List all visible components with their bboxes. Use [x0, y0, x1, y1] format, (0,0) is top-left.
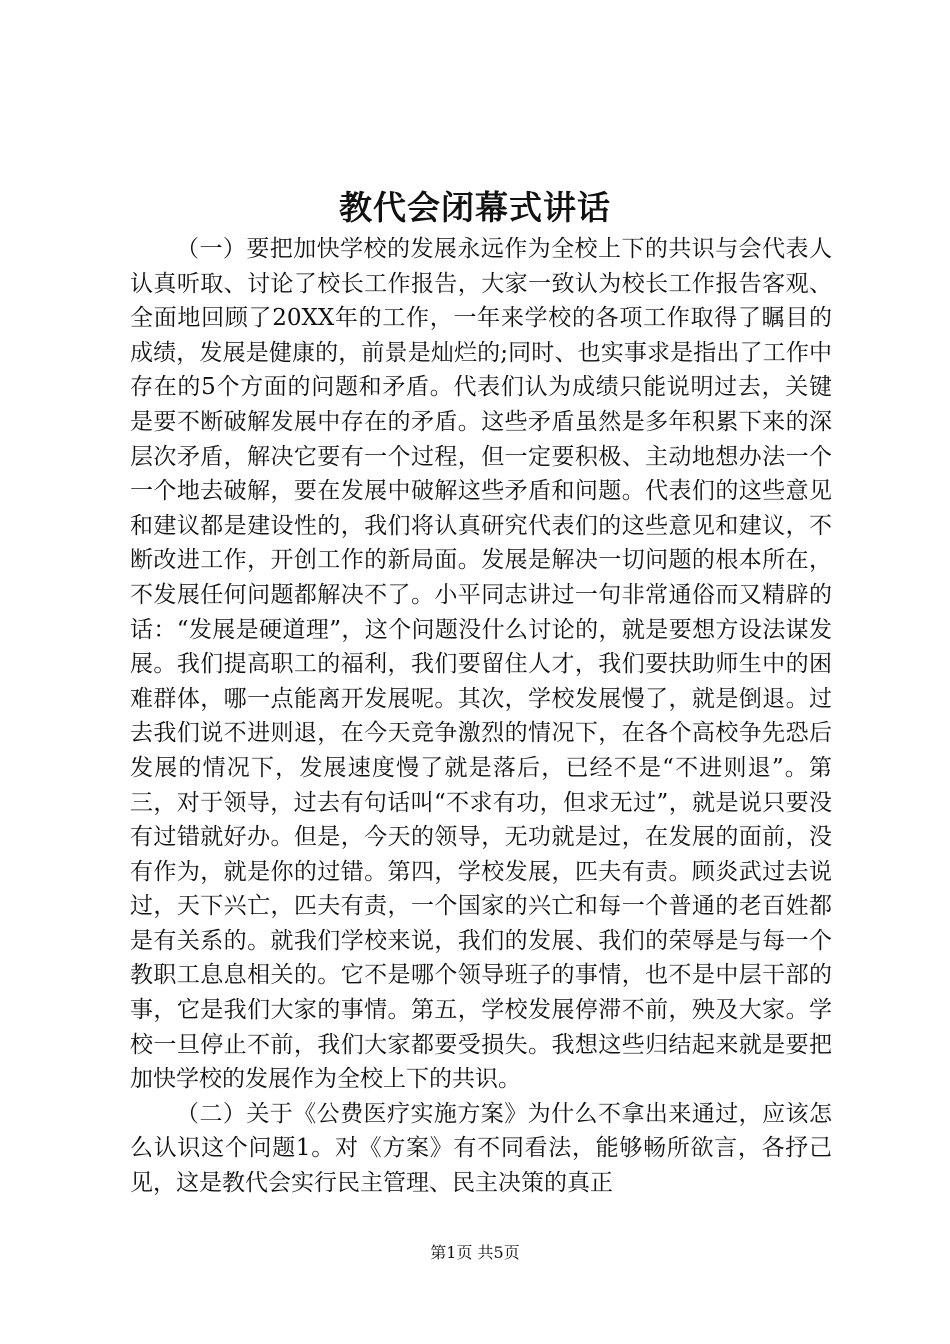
page-footer: 第1页 共5页	[430, 1243, 520, 1262]
paragraph-2: （二）关于《公费医疗实施方案》为什么不拿出来通过，应该怎么认识这个问题1。对《方案》有不同看法，能够畅所欲言，各抒己见，这是教代会实行民主管理、民主决策的真正	[130, 1100, 832, 1197]
document-body	[130, 232, 832, 1201]
paragraph-1: （一）要把加快学校的发展永远作为全校上下的共识与会代表人认真听取、讨论了校长工作报告，大家一致认为校长工作报告客观、全面地回顾了20XX年的工作，一年来学校的各项工作取得了瞩目的成绩，发展是健康的，前景是灿烂的;同时、也实事求是指出了工作中存在的5个方面的问题和矛盾。代表们认为成绩只能说明过去，关键是要不断破解发展中存在的矛盾。这些矛盾虽然是多年积累下来的深层次矛盾，解决它要有一个过程，但一定要积极、主动地想办法一个一个地去破解，要在发展中破解这些矛盾和问题。代表们的这些意见和建议都是建设性的，我们将认真研究代表们的这些意见和建议，不断改进工作，开创工作的新局面。发展是解决一切问题的根本所在，不发展任何问题都解决不了。小平同志讲过一句非常通俗而又精辟的话：“发展是硬道理”，这个问题没什么讨论的，就是要想方设法谋发展。我们提高职工的福利，我们要留住人才，我们要扶助师生中的困难群体，哪一点能离开发展呢。其次，学校发展慢了，就是倒退。过去我们说不进则退，在今天竞争激烈的情况下，在各个高校争先恐后发展的情况下，发展速度慢了就是落后，已经不是“不进则退”。第三，对于领导，过去有句话叫“不求有功，但求无过”，就是说只要没有过错就好办。但是，今天的领导，无功就是过，在发展的面前，没有作为，就是你的过错。第四，学校发展，匹夫有责。顾炎武过去说过，天下兴亡，匹夫有责，一个国家的兴亡和每一个普通的老百姓都是有关系的。就我们学校来说，我们的发展、我们的荣辱是与每一个教职工息息相关的。它不是哪个领导班子的事情，也不是中层干部的事，它是我们大家的事情。第五，学校发展停滞不前，殃及大家。学校一旦停止不前，我们大家都要受损失。我想这些归结起来就是要把加快学校的发展作为全校上下的共识。	[130, 236, 832, 1093]
document-title: 教代会闭幕式讲话	[339, 188, 611, 227]
